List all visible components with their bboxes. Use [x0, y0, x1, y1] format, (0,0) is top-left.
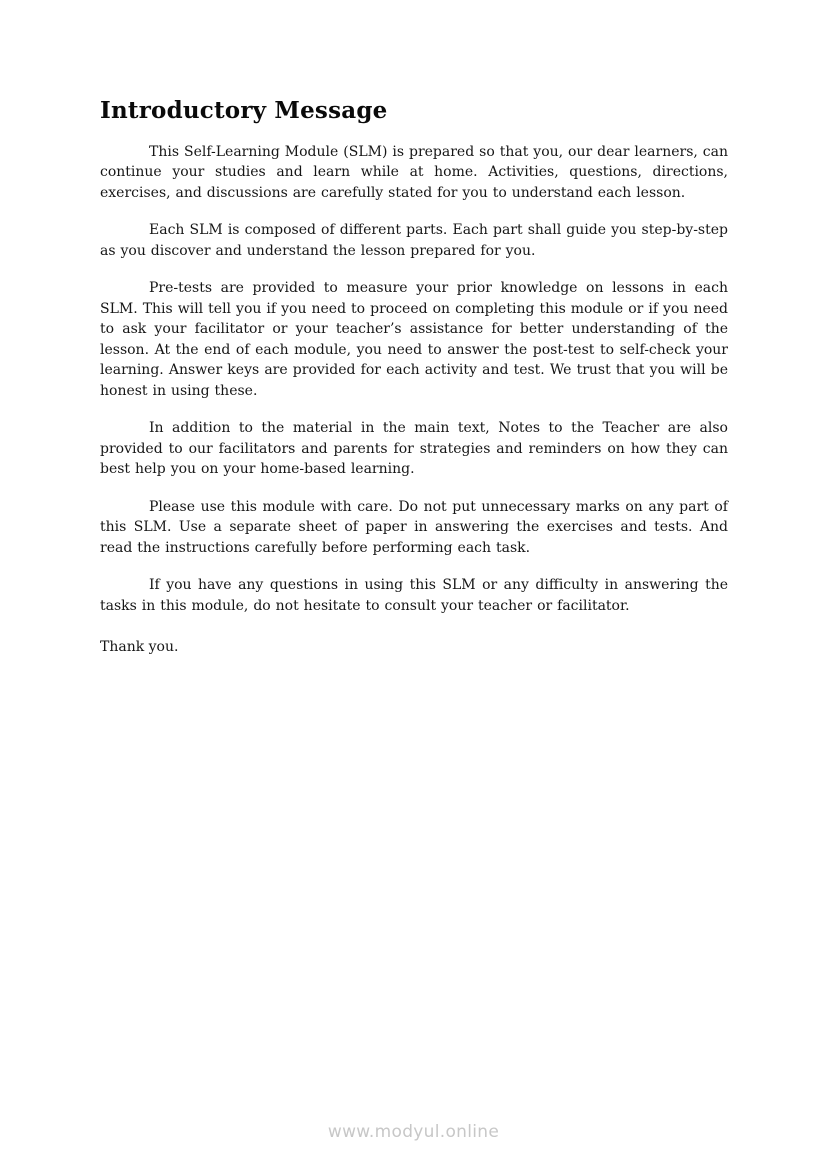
intro-paragraph-4: In addition to the material in the main text, Notes to the Teacher are also provided to our facilitators and parents for strategies and reminders on how they can best help you on your home-based learning. [100, 420, 728, 478]
closing-text: Thank you. [100, 639, 179, 656]
site-watermark: www.modyul.online [327, 1122, 500, 1142]
intro-paragraph-2: Each SLM is composed of different parts. Each part shall guide you step-by-step as you discover and understand the lesson prepared for you. [100, 222, 728, 259]
page-content [100, 97, 728, 658]
intro-paragraph-5: Please use this module with care. Do not put unnecessary marks on any part of this SLM. Use a separate sheet of paper in answering the exercises and tests. And read the instructions carefully before performing each task. [100, 498, 728, 556]
intro-paragraph-1: This Self-Learning Module (SLM) is prepared so that you, our dear learners, can continue your studies and learn while at home. Activities, questions, directions, exercises, and discussions are carefully stated for you to understand each lesson. [100, 143, 728, 201]
intro-paragraph-3: Pre-tests are provided to measure your prior knowledge on lessons in each SLM. This will tell you if you need to proceed on completing this module or if you need to ask your facilitator or your teacher’s assistance for better understanding of the lesson. At the end of each module, you need to answer the post-test to self-check your learning. Answer keys are provided for each activity and test. We trust that you will be honest in using these. [100, 280, 728, 399]
intro-paragraph-6: If you have any questions in using this SLM or any difficulty in answering the tasks in this module, do not hesitate to consult your teacher or facilitator. [100, 577, 728, 614]
page-title: Introductory Message [100, 97, 388, 124]
